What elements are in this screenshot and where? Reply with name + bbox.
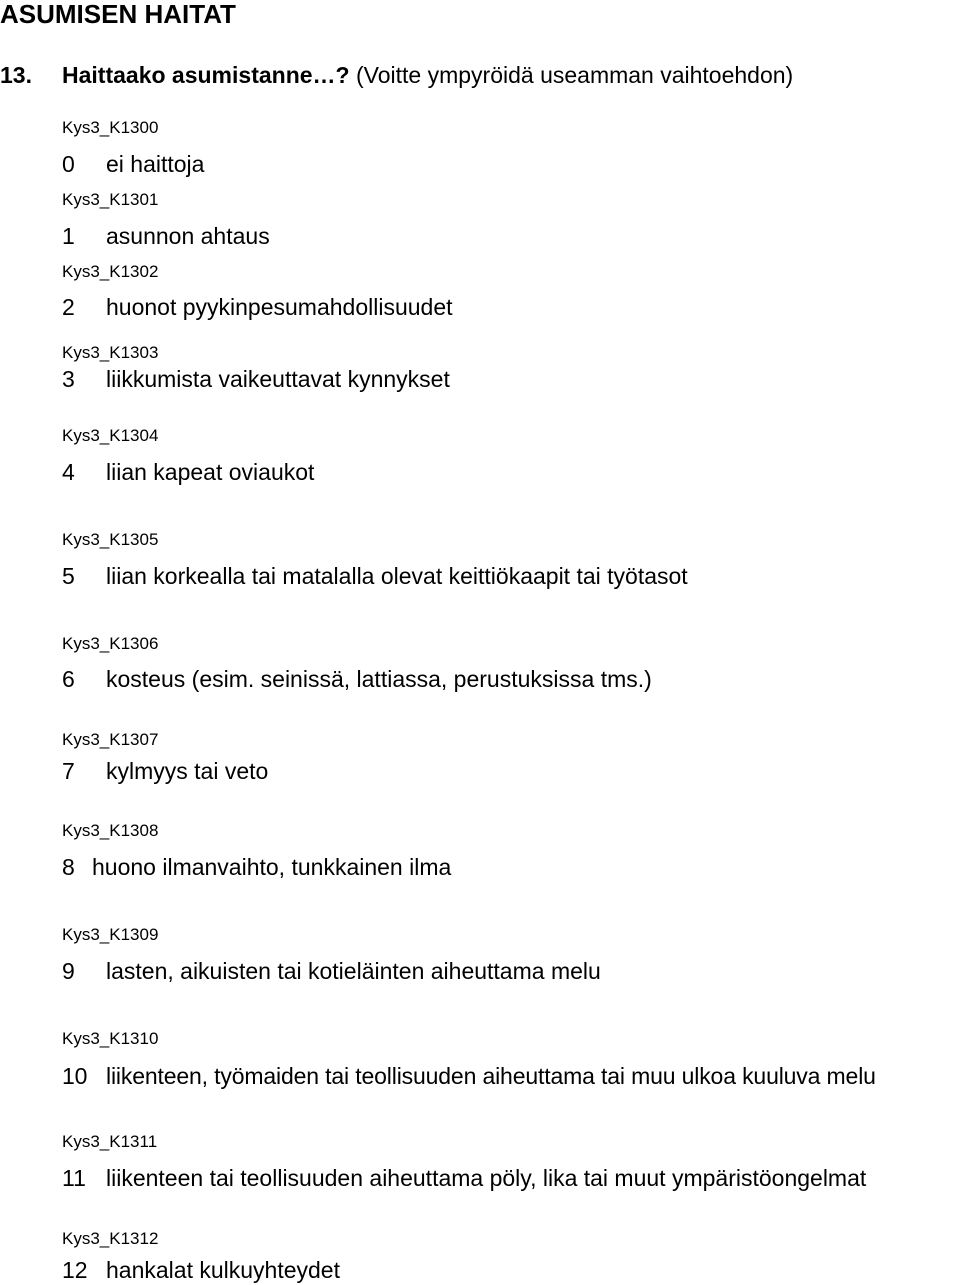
option-number: 3 — [62, 366, 75, 392]
question-number: 13. — [0, 62, 32, 88]
option-number: 12 — [62, 1257, 88, 1283]
option-item[interactable] — [62, 853, 451, 881]
option-code: Kys3_K1311 — [62, 1132, 158, 1151]
option-code: Kys3_K1300 — [62, 118, 159, 137]
option-label: liikkumista vaikeuttavat kynnykset — [106, 366, 450, 392]
option-item[interactable] — [62, 757, 268, 785]
option-label: liikenteen, työmaiden tai teollisuuden aiheuttama tai muu ulkoa kuuluva melu — [106, 1063, 876, 1089]
option-label: kosteus (esim. seinissä, lattiassa, perustuksissa tms.) — [106, 666, 652, 692]
section-title: ASUMISEN HAITAT — [0, 0, 236, 29]
question-13 — [0, 60, 793, 90]
option-number: 0 — [62, 151, 75, 177]
option-code: Kys3_K1301 — [62, 190, 159, 209]
option-number: 9 — [62, 958, 75, 984]
question-text: Haittaako asumistanne…? — [62, 62, 350, 88]
option-item[interactable] — [62, 150, 204, 178]
option-item[interactable] — [62, 293, 453, 321]
option-number: 8 — [62, 854, 75, 880]
option-number: 7 — [62, 758, 75, 784]
option-code: Kys3_K1306 — [62, 634, 159, 653]
option-label: ei haittoja — [106, 151, 205, 177]
option-label: liian kapeat oviaukot — [106, 459, 315, 485]
option-item[interactable] — [62, 957, 601, 985]
option-number: 6 — [62, 666, 75, 692]
option-item[interactable] — [62, 562, 688, 590]
option-label: huono ilmanvaihto, tunkkainen ilma — [92, 854, 452, 880]
option-code: Kys3_K1303 — [62, 343, 159, 362]
option-number: 2 — [62, 294, 75, 320]
option-code: Kys3_K1304 — [62, 426, 159, 445]
option-item[interactable] — [62, 222, 270, 250]
option-label: lasten, aikuisten tai kotieläinten aiheuttama melu — [106, 958, 601, 984]
option-label: hankalat kulkuyhteydet — [106, 1257, 340, 1283]
option-item[interactable] — [62, 1062, 876, 1090]
option-item[interactable] — [62, 1256, 340, 1284]
option-item[interactable] — [62, 458, 314, 486]
option-label: kylmyys tai veto — [106, 758, 269, 784]
option-code: Kys3_K1309 — [62, 925, 159, 944]
option-label: liikenteen tai teollisuuden aiheuttama pöly, lika tai muut ympäristöongelmat — [106, 1165, 867, 1191]
option-code: Kys3_K1312 — [62, 1229, 159, 1248]
option-code: Kys3_K1308 — [62, 821, 159, 840]
option-code: Kys3_K1305 — [62, 530, 159, 549]
option-number: 5 — [62, 563, 75, 589]
option-code: Kys3_K1310 — [62, 1029, 159, 1048]
option-item[interactable] — [62, 1164, 866, 1192]
option-item[interactable] — [62, 365, 450, 393]
question-note: (Voitte ympyröidä useamman vaihtoehdon) — [355, 62, 794, 88]
option-number: 1 — [62, 223, 75, 249]
option-code: Kys3_K1302 — [62, 262, 159, 281]
option-number: 4 — [62, 459, 75, 485]
option-label: asunnon ahtaus — [106, 223, 270, 249]
option-number: 10 — [62, 1063, 88, 1089]
option-number: 11 — [62, 1165, 86, 1191]
option-code: Kys3_K1307 — [62, 730, 159, 749]
option-label: huonot pyykinpesumahdollisuudet — [106, 294, 453, 320]
option-label: liian korkealla tai matalalla olevat keittiökaapit tai työtasot — [106, 563, 688, 589]
option-item[interactable] — [62, 665, 652, 693]
